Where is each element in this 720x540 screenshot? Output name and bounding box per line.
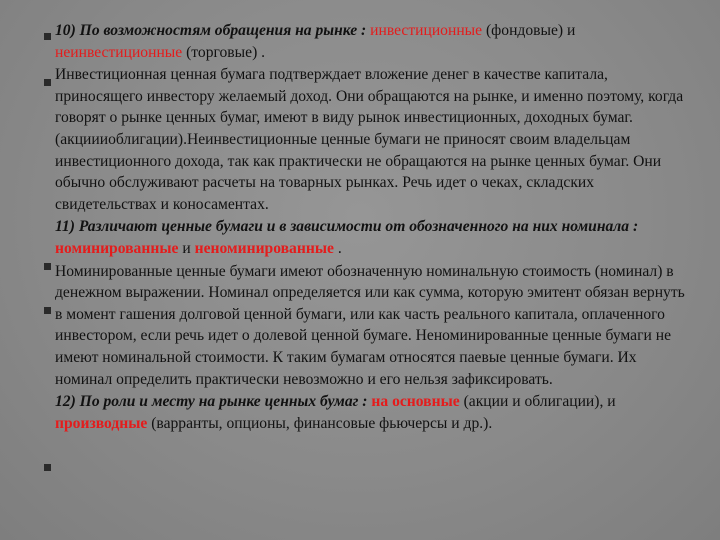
item-12-title: 12) По роли и месту на рынке ценных бумаг : bbox=[55, 393, 372, 411]
item-11-heading bbox=[55, 216, 695, 259]
item-11-text-end: . bbox=[333, 239, 342, 257]
item-11-title: 11) Различают ценные бумаги и в зависимости от обозначенного на них номинала : bbox=[55, 218, 639, 236]
item-10-heading bbox=[55, 20, 695, 63]
item-10-title: 10) По возможностям обращения на рынке : bbox=[55, 22, 371, 39]
term-non-investment: неинвестиционные bbox=[55, 43, 183, 61]
item-10-text: (фондовые) и bbox=[482, 22, 576, 39]
item-11-text: и bbox=[178, 239, 195, 257]
item-12-heading bbox=[55, 391, 695, 434]
term-investment: инвестиционные bbox=[370, 22, 483, 39]
term-non-nominal: неноминированные bbox=[194, 239, 334, 257]
item-11-description: Номинированные ценные бумаги имеют обозначенную номинальную стоимость (номинал) в денежном выражении. Номинал определяется или как сумма, которую эмитент обязан вернуть в момент гашения долговой ценной бумаги, или как часть реального капитала, оплаченного инвестором, если речь идет о долевой ценной бумаге. Неноминированные ценные бумаги не имеют номинальной стоимости. К таким бумагам относятся паевые ценные бумаги. Их номинал определить практически невозможно и его нельзя зафиксировать. bbox=[55, 262, 685, 388]
item-12-text: (акции и облигации), и bbox=[459, 393, 616, 411]
slide-body bbox=[55, 20, 695, 434]
item-12-text-end: (варранты, опционы, финансовые фьючерсы и др.). bbox=[147, 414, 493, 432]
item-10-description: Инвестиционная ценная бумага подтверждает вложение денег в качестве капитала, приносящего инвестору желаемый доход. Они обращаются на рынке, и именно поэтому, когда говорят о рынке ценных бумаг, имеют в виду рынок инвестиционных, доходных бумаг.(акциииоблигации).Неинвестиционные ценные бумаги не приносят своим владельцам инвестиционного дохода, так как практически не обращаются на рынке ценных бумаг. Они обычно обслуживают расчеты на товарных рынках. Речь идет о чеках, складских свидетельствах и коносаментах. bbox=[55, 66, 684, 213]
term-nominal: номинированные bbox=[55, 239, 179, 257]
bullet-square-icon bbox=[44, 79, 51, 86]
term-derivative: производные bbox=[55, 414, 148, 432]
bullet-square-icon bbox=[44, 464, 51, 471]
item-10-text-end: (торговые) . bbox=[182, 43, 266, 61]
term-primary: на основные bbox=[371, 393, 460, 411]
bullet-square-icon bbox=[44, 307, 51, 314]
bullet-square-icon bbox=[44, 33, 51, 40]
bullet-square-icon bbox=[44, 263, 51, 270]
